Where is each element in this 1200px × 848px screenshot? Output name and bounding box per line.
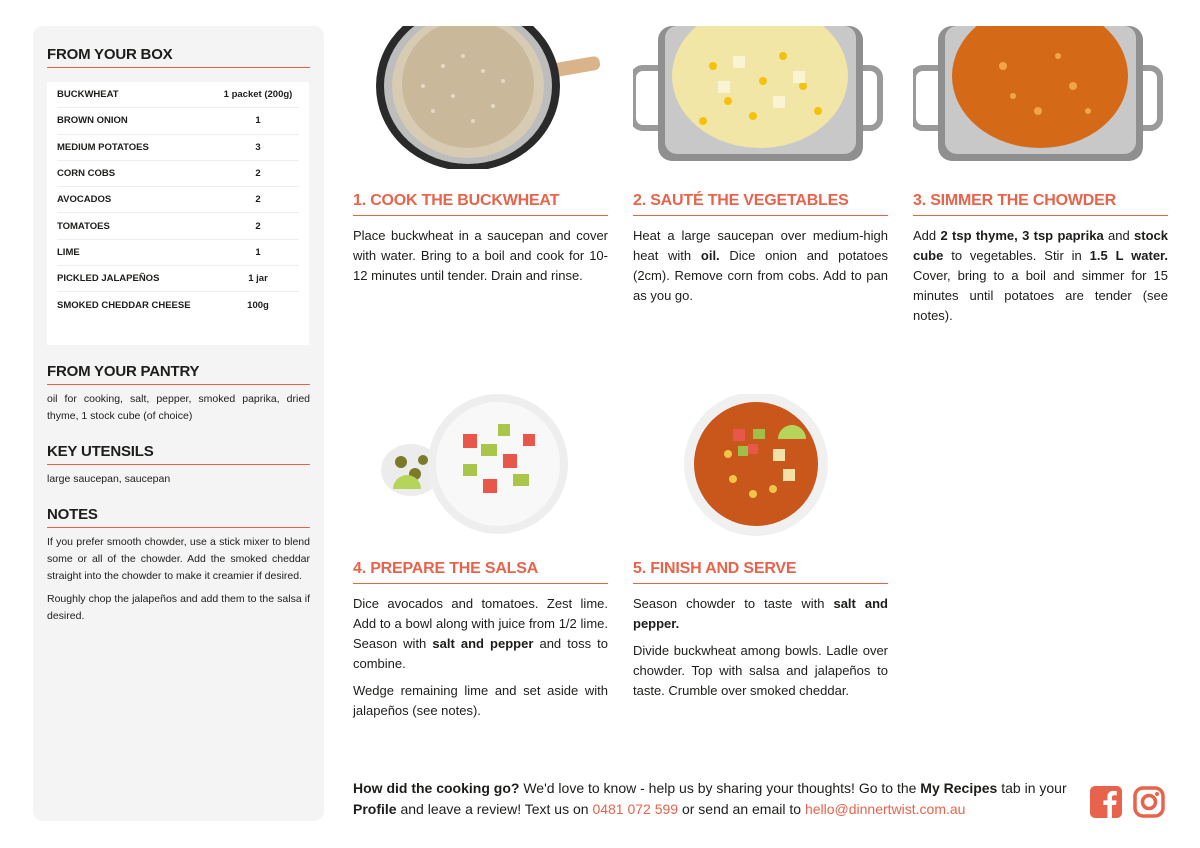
ingredients-sidebar xyxy=(33,26,324,821)
ingredient-row xyxy=(57,292,299,318)
step-2-text: Heat a large saucepan over medium-high heat with oil. Dice onion and potatoes (2cm). Remove corn from cobs. Add to pan as you go. xyxy=(633,228,888,303)
step-4-text: Dice avocados and tomatoes. Zest lime. Add to a bowl along with juice from 1/2 lime. Season with salt and pepper and toss to combine. xyxy=(353,596,608,671)
phone-number-link[interactable]: 0481 072 599 xyxy=(592,801,679,817)
ingredient-name: MEDIUM POTATOES xyxy=(57,141,149,153)
ingredient-qty: 100g xyxy=(247,300,269,312)
step-2 xyxy=(633,26,888,306)
ingredient-row xyxy=(57,161,299,187)
step-4-title: 4. PREPARE THE SALSA xyxy=(353,560,608,584)
facebook-icon[interactable] xyxy=(1090,786,1122,823)
ingredient-name: SMOKED CHEDDAR CHEESE xyxy=(57,300,191,312)
step-5-text-2: Divide buckwheat among bowls. Ladle over chowder. Top with salsa and jalapeños to taste. Crumble over smoked cheddar. xyxy=(633,643,888,698)
step-4-text-2: Wedge remaining lime and set aside with jalapeños (see notes). xyxy=(353,683,608,718)
ingredient-qty: 1 xyxy=(255,115,261,127)
step-1-title: 1. COOK THE BUCKWHEAT xyxy=(353,192,608,216)
ingredient-qty: 3 xyxy=(255,141,261,153)
ingredient-qty: 2 xyxy=(255,220,261,232)
pantry-section xyxy=(47,363,310,425)
ingredient-qty: 1 packet (200g) xyxy=(223,89,293,101)
ingredient-row xyxy=(57,187,299,213)
from-your-box-heading: FROM YOUR BOX xyxy=(47,46,310,68)
ingredient-row xyxy=(57,108,299,134)
ingredient-name: PICKLED JALAPEÑOS xyxy=(57,273,160,285)
instagram-icon[interactable] xyxy=(1133,786,1165,823)
ingredient-name: BROWN ONION xyxy=(57,115,128,127)
step-5-title: 5. FINISH AND SERVE xyxy=(633,560,888,584)
step-1 xyxy=(353,26,608,286)
step-3-image xyxy=(913,26,1168,169)
step-5-image xyxy=(633,394,888,537)
feedback-footer: How did the cooking go? We'd love to know - help us by sharing your thoughts! Go to the My Recipes tab in your Profile and leave a review! Text us on 0481 072 599 or send an email to hello@dinnertwist.com.au xyxy=(353,780,1067,817)
step-4 xyxy=(353,394,608,721)
ingredient-row xyxy=(57,213,299,239)
step-3 xyxy=(913,26,1168,326)
step-5-text: Season chowder to taste with salt and pepper. xyxy=(633,596,888,631)
my-recipes-link: My Recipes xyxy=(920,780,998,796)
ingredient-name: AVOCADOS xyxy=(57,194,112,206)
utensils-section xyxy=(47,443,310,488)
utensils-text: large saucepan, saucepan xyxy=(47,472,171,485)
notes-heading: NOTES xyxy=(47,506,310,528)
step-1-text: Place buckwheat in a saucepan and cover with water. Bring to a boil and cook for 10-12 minutes until tender. Drain and rinse. xyxy=(353,228,608,283)
ingredient-row xyxy=(57,240,299,266)
ingredient-name: TOMATOES xyxy=(57,220,110,232)
ingredient-qty: 2 xyxy=(255,194,261,206)
ingredients-table xyxy=(47,82,309,345)
step-2-image xyxy=(633,26,888,169)
ingredient-name: BUCKWHEAT xyxy=(57,89,119,101)
ingredient-name: CORN COBS xyxy=(57,168,116,180)
step-1-image xyxy=(353,26,608,169)
profile-link: Profile xyxy=(353,801,397,817)
ingredient-row xyxy=(57,266,299,292)
email-link[interactable]: hello@dinnertwist.com.au xyxy=(804,801,966,817)
from-your-pantry-heading: FROM YOUR PANTRY xyxy=(47,363,310,385)
ingredient-qty: 2 xyxy=(255,168,261,180)
step-2-title: 2. SAUTÉ THE VEGETABLES xyxy=(633,192,888,216)
ingredient-qty: 1 jar xyxy=(248,273,268,285)
ingredient-row xyxy=(57,82,299,108)
ingredient-row xyxy=(57,135,299,161)
note-paragraph: Roughly chop the jalapeños and add them to the salsa if desired. xyxy=(47,592,310,622)
step-3-title: 3. SIMMER THE CHOWDER xyxy=(913,192,1168,216)
step-4-image xyxy=(353,394,608,537)
step-3-text: Add 2 tsp thyme, 3 tsp paprika and stock cube to vegetables. Stir in 1.5 L water. Cover, bring to a boil and simmer for 15 minutes until potatoes are tender (see notes). xyxy=(913,228,1169,323)
footer-question: How did the cooking go? xyxy=(353,780,520,796)
step-5 xyxy=(633,394,888,701)
ingredient-qty: 1 xyxy=(255,246,261,258)
pantry-text: oil for cooking, salt, pepper, smoked paprika, dried thyme, 1 stock cube (of choice) xyxy=(47,392,310,422)
ingredient-name: LIME xyxy=(57,246,80,258)
key-utensils-heading: KEY UTENSILS xyxy=(47,443,310,465)
note-paragraph: If you prefer smooth chowder, use a stick mixer to blend some or all of the chowder. Add the smoked cheddar straight into the chowder to make it creamier if desired. xyxy=(47,535,310,582)
notes-section xyxy=(47,506,310,625)
